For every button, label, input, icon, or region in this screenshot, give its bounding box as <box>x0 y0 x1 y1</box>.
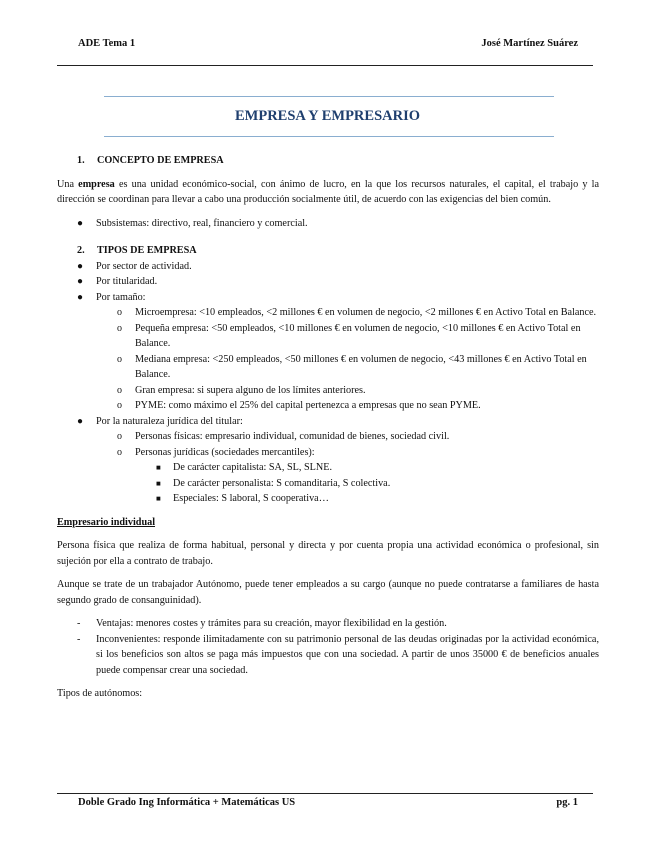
list-item: ● Por la naturaleza jurídica del titular: <box>57 414 599 430</box>
header-rule <box>57 65 593 66</box>
section-2-heading: 2. TIPOS DE EMPRESA <box>77 245 197 256</box>
circle-bullet-icon: o <box>117 446 122 458</box>
bullet-icon: ● <box>77 217 84 229</box>
section-2-list <box>57 259 599 306</box>
legal-nature-list <box>57 429 599 460</box>
list-item: - Inconvenientes: responde ilimitadamente con su patrimonio personal de las deudas originadas por la actividad económica, si los beneficios son altos se paga más impuestos que con una sociedad. A partir de unos 35000 € de beneficios anuales puede compensar crear una sociedad. <box>77 633 599 676</box>
list-item: ● Por sector de actividad. <box>57 259 599 275</box>
dash-icon: - <box>77 633 81 645</box>
autonomos-types-label: Tipos de autónomos: <box>57 688 143 699</box>
page-footer <box>78 797 578 813</box>
list-item: ● Por titularidad. <box>57 274 599 290</box>
circle-bullet-icon: o <box>117 307 122 318</box>
list-item: o Microempresa: <10 empleados, <2 millones € en volumen de negocio, <2 millones € en Activo Total en Balance. <box>57 305 599 321</box>
list-item: - Ventajas: menores costes y trámites para su creación, mayor flexibilidad en la gestión. <box>57 616 599 632</box>
square-bullet-icon: ■ <box>156 478 161 488</box>
page-number: pg. 1 <box>556 797 578 808</box>
list-item: o Personas jurídicas (sociedades mercantiles): <box>57 445 599 461</box>
document-body <box>57 153 599 702</box>
list-item: o Personas físicas: empresario individual, comunidad de bienes, sociedad civil. <box>57 429 599 445</box>
section-1-heading: 1. CONCEPTO DE EMPRESA <box>77 155 224 166</box>
list-item: ● Por tamaño: <box>57 290 599 306</box>
list-item: o Mediana empresa: <250 empleados, <50 millones € en volumen de negocio, <43 millones € en Activo Total en Balance. <box>117 353 587 380</box>
title-rule-bottom <box>104 136 554 137</box>
circle-bullet-icon: o <box>117 353 122 365</box>
circle-bullet-icon: o <box>117 322 122 334</box>
document-title: EMPRESA Y EMPRESARIO <box>234 108 421 124</box>
dash-icon: - <box>77 618 81 629</box>
header-left: ADE Tema 1 <box>78 38 136 49</box>
section-1-list <box>57 216 599 232</box>
title-rule-top <box>104 96 554 97</box>
list-item: o Gran empresa: si supera alguno de los límites anteriores. <box>57 383 599 399</box>
empresario-paragraph-2: Aunque se trate de un trabajador Autónomo, puede tener empleados a su cargo (aunque no puede contratarse a familiares de hasta segundo grado de consanguinidad). <box>57 579 599 606</box>
empresario-paragraph-1: Persona física que realiza de forma habitual, personal y directa y por cuenta propia una actividad económica o profesional, sin sujeción por ella a contrato de trabajo. <box>57 540 599 567</box>
circle-bullet-icon: o <box>117 400 122 411</box>
bullet-icon: ● <box>77 291 84 303</box>
list-item: ■ Especiales: S laboral, S cooperativa… <box>57 491 599 507</box>
bullet-icon: ● <box>77 260 84 272</box>
square-bullet-icon: ■ <box>156 494 161 503</box>
legal-persons-list <box>57 460 599 507</box>
list-item: ● Subsistemas: directivo, real, financiero y comercial. <box>57 216 599 232</box>
header-right: José Martínez Suárez <box>481 38 578 49</box>
circle-bullet-icon: o <box>117 431 122 442</box>
pros-cons-list <box>57 616 599 678</box>
page-header <box>72 38 578 54</box>
list-item: o PYME: como máximo el 25% del capital pertenezca a empresas que no sean PYME. <box>57 398 599 414</box>
circle-bullet-icon: o <box>117 384 122 396</box>
size-list <box>57 305 599 414</box>
square-bullet-icon: ■ <box>156 463 161 472</box>
footer-rule <box>57 793 593 794</box>
section-1-paragraph: Una empresa es una unidad económico-social, con ánimo de lucro, en la que los recursos naturales, el capital, el trabajo y la dirección se coordinan para llevar a cabo una producción socialmente útil, de acuerdo con las exigencias del bien común. <box>57 178 600 205</box>
footer-left: Doble Grado Ing Informática + Matemáticas US <box>78 797 296 808</box>
list-item: o Pequeña empresa: <50 empleados, <10 millones € en volumen de negocio, <10 millones € en Activo Total en Balance. <box>117 322 581 349</box>
empresario-heading: Empresario individual <box>57 516 156 528</box>
list-item: ■ De carácter personalista: S comanditaria, S colectiva. <box>57 476 599 492</box>
bullet-icon: ● <box>77 276 84 287</box>
bullet-icon: ● <box>77 415 84 427</box>
list-item: ■ De carácter capitalista: SA, SL, SLNE. <box>57 460 599 476</box>
